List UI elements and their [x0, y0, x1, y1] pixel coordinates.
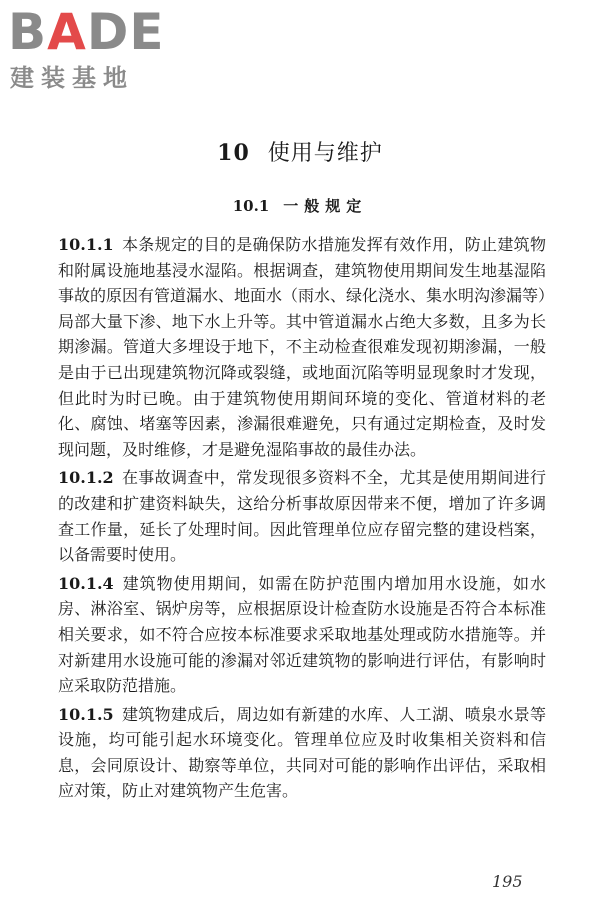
clause-number: 10.1.1 [58, 235, 114, 254]
logo-wordmark [8, 3, 165, 61]
section-title-text: 一般规定 [283, 197, 368, 215]
section-title [0, 194, 600, 218]
clause-list [58, 232, 546, 807]
logo-tagline: 建装基地 [10, 64, 134, 92]
chapter-title-text: 使用与维护 [267, 141, 383, 166]
clause-text: 建筑物使用期间，如需在防护范围内增加用水设施，如水房、淋浴室、锅炉房等，应根据原设计检查防水设施是否符合本标准相关要求，如不符合应按本标准要求采取地基处理或防水措施等。并对新建用水设施可能的渗漏对邻近建筑物的影响进行评估，有影响时应采取防范措施。 [58, 573, 546, 696]
clause-number: 10.1.2 [58, 468, 114, 488]
bade-logo [8, 3, 188, 96]
clause-10-1-2 [58, 465, 546, 567]
clause-10-1-5 [58, 702, 546, 804]
clause-number: 10.1.4 [58, 573, 114, 593]
chapter-title [0, 138, 600, 169]
logo-letter-accent: A [47, 3, 87, 61]
section-number: 10.1 [232, 197, 270, 215]
clause-10-1-4 [58, 571, 546, 699]
logo-letters-de: DE [86, 3, 165, 61]
chapter-number: 10 [217, 140, 250, 166]
clause-text: 在事故调查中，常发现很多资料不全，尤其是使用期间进行的改建和扩建资料缺失，这给分析事故原因带来不便，增加了许多调查工作量，延长了处理时间。因此管理单位应存留完整的建设档案，以备需要时使用。 [58, 468, 546, 565]
logo-letters-b: B [8, 3, 48, 61]
clause-10-1-1 [58, 232, 546, 462]
clause-number: 10.1.5 [58, 704, 114, 724]
page-number: 195 [492, 872, 523, 891]
clause-text: 建筑物建成后，周边如有新建的水库、人工湖、喷泉水景等设施，均可能引起水环境变化。管理单位应及时收集相关资料和信息，会同原设计、勘察等单位，共同对可能的影响作出评估，采取相应对策，防止对建筑物产生危害。 [58, 704, 546, 801]
clause-text: 本条规定的目的是确保防水措施发挥有效作用，防止建筑物和附属设施地基浸水湿陷。根据调查，建筑物使用期间发生地基湿陷事故的原因有管道漏水、地面水（雨水、绿化浇水、集水明沟渗漏等）局部大量下渗、地下水上升等。其中管道漏水占绝大多数，且多为长期渗漏。管道大多埋设于地下，不主动检查很难发现初期渗漏，一般是由于已出现建筑物沉降或裂缝，或地面沉陷等明显现象时才发现，但此时为时已晚。由于建筑物使用期间环境的变化、管道材料的老化、腐蚀、堵塞等因素，渗漏很难避免，只有通过定期检查，及时发现问题，及时维修，才是避免湿陷事故的最佳办法。 [58, 235, 547, 459]
